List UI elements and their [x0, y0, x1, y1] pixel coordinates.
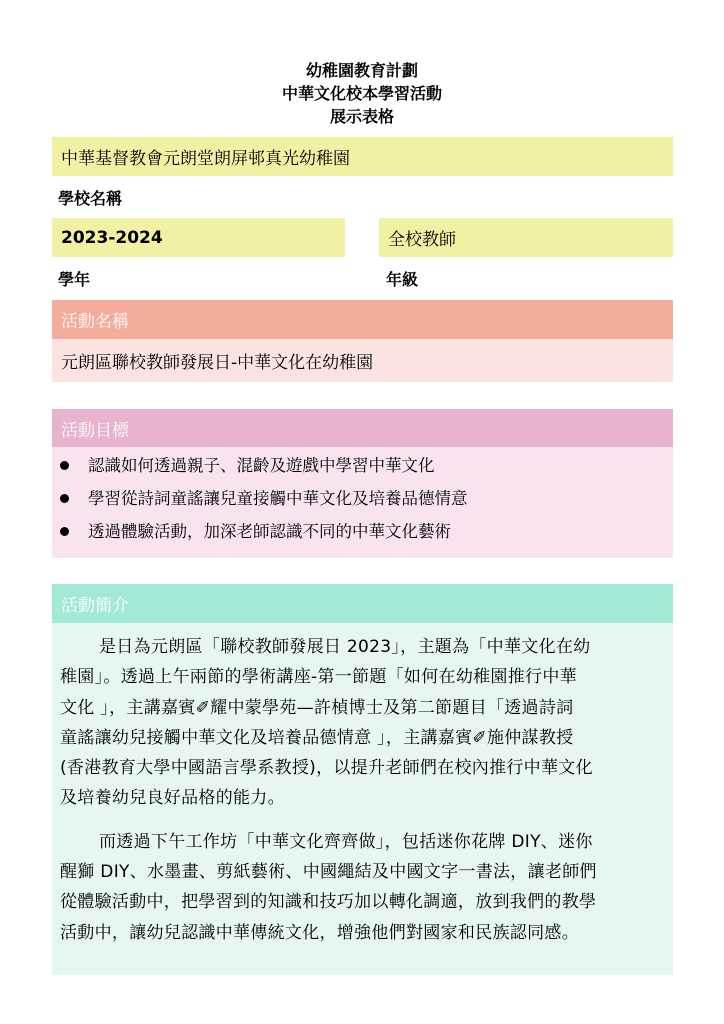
goals-heading: 活動目標 [61, 420, 129, 441]
school-name-label: 學校名稱 [58, 189, 123, 208]
activity-name-box [52, 339, 673, 382]
intro-paragraph-2: 而透過下午工作坊「中華文化齊齊做」，包括迷你花牌 DIY、迷你 醒獅 DIY、水墨畫、剪紙藝術、中國繩結及中國文字一書法，讓老師們 從體驗活動中，把學習到的知識和技巧加以轉化調適，放到我們的教學 活動中，讓幼兒認識中華傳統文化，增強他們對國家和民族認同感。 [60, 831, 597, 943]
bullet-icon [60, 494, 69, 503]
intro-paragraph-1: 是日為元朗區「聯校教師發展日 2023」，主題為「中華文化在幼 稚園」。透過上午兩節的學術講座-第一節題「如何在幼稚園推行中華 文化 」，主講嘉賓✐耀中蒙學苑—許楨博士及第二節題目「透過詩詞 童謠讓幼兒接觸中華文化及培養品德情意 」，主講嘉賓✐施仲謀教授 (香港教育大學中國語言學系教授)，以提升老師們在校內推行中華文化 及培養幼兒良好品格的能力。 [60, 637, 593, 809]
bullet-icon [60, 527, 69, 536]
activity-name-header [52, 300, 673, 339]
school-name-value: 中華基督教會元朗堂朗屏邨真光幼稚園 [61, 149, 350, 169]
grade-box [379, 218, 673, 257]
school-name-box [52, 137, 673, 176]
bullet-icon [60, 461, 69, 470]
goals-box [52, 447, 673, 558]
intro-heading: 活動簡介 [61, 596, 129, 616]
goals-header [52, 409, 673, 447]
intro-box [52, 623, 673, 975]
intro-header [52, 584, 673, 623]
goal-item: 認識如何透過親子、混齡及遊戲中學習中華文化 [52, 449, 673, 482]
activity-name-heading: 活動名稱 [61, 312, 129, 332]
grade-label: 年級 [386, 270, 419, 289]
goal-item: 透過體驗活動，加深老師認識不同的中華文化藝術 [52, 515, 673, 548]
doc-title-line3: 展示表格 [329, 107, 394, 126]
school-year-value: 2023-2024 [61, 227, 163, 248]
school-year-label: 學年 [58, 270, 91, 289]
activity-name-value: 元朗區聯校教師發展日-中華文化在幼稚園 [61, 353, 374, 373]
grade-value: 全校教師 [388, 230, 456, 250]
goals-list [52, 449, 673, 548]
doc-title-line2: 中華文化校本學習活動 [281, 84, 442, 103]
school-year-box [52, 218, 345, 257]
doc-title-line1: 幼稚園教育計劃 [305, 61, 418, 80]
goal-item: 學習從詩詞童謠讓兒童接觸中華文化及培養品德情意 [52, 482, 673, 515]
